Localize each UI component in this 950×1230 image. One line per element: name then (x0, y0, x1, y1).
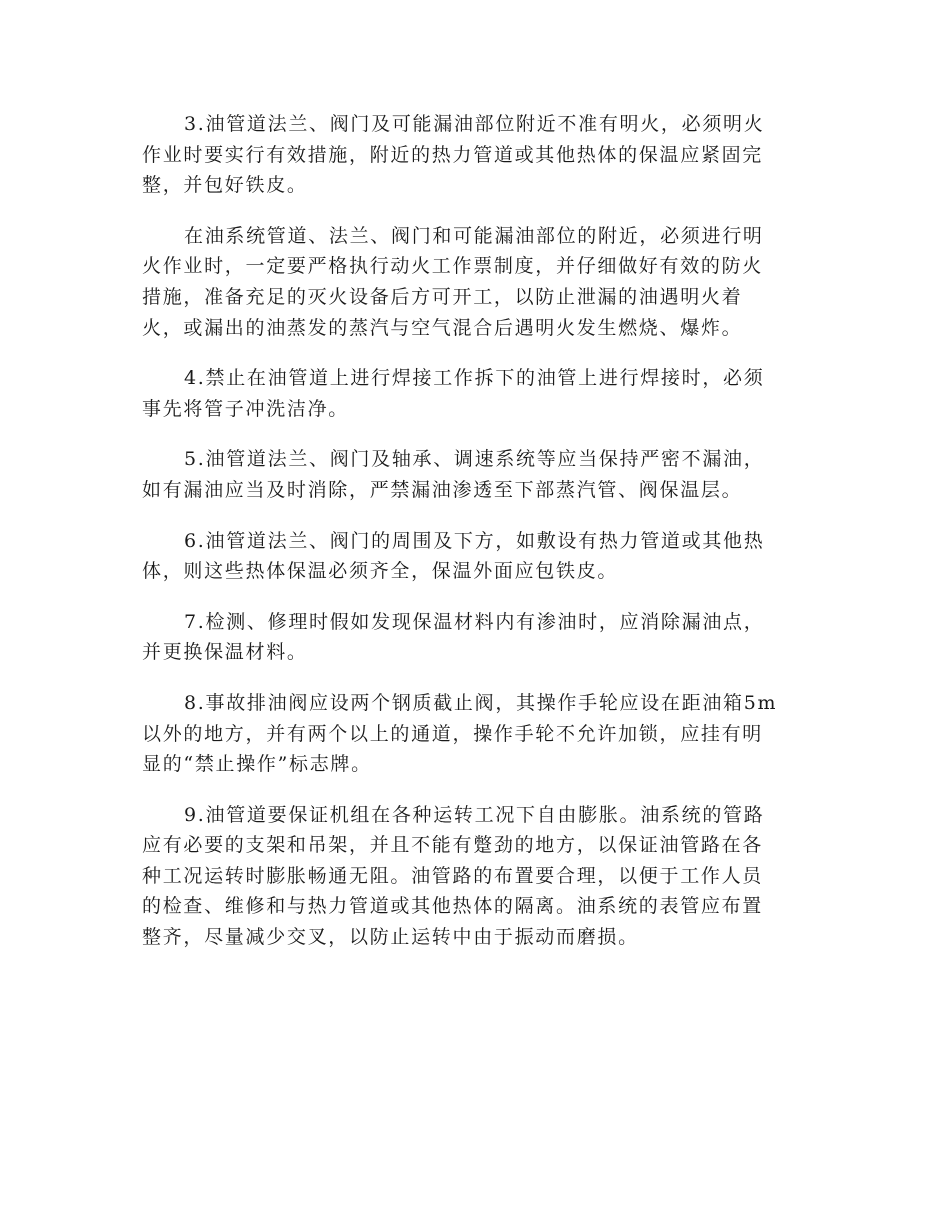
text-line: 体，则这些热体保温必须齐全，保温外面应包铁皮。 (142, 560, 619, 583)
text-line: 种工况运转时膨胀畅通无阻。油管路的布置要合理，以便于工作人员 (142, 864, 764, 887)
paragraph-item-7 (142, 607, 810, 668)
text-line: 如有漏油应当及时消除，严禁漏油渗透至下部蒸汽管、阀保温层。 (142, 478, 743, 501)
text-line: 显的“禁止操作”标志牌。 (142, 753, 372, 776)
text-line: 4.禁止在油管道上进行焊接工作拆下的油管上进行焊接时，必须 (184, 367, 765, 390)
paragraph-item-8 (142, 688, 810, 780)
text-line: 以外的地方，并有两个以上的通道，操作手轮不允许加锁，应挂有明 (142, 722, 764, 745)
text-line: 在油系统管道、法兰、阀门和可能漏油部位的附近，必须进行明 (184, 224, 764, 247)
text-line: 作业时要实行有效措施，附近的热力管道或其他热体的保温应紧固完 (142, 143, 764, 166)
text-line: 6.油管道法兰、阀门的周围及下方，如敷设有热力管道或其他热 (184, 529, 765, 552)
text-line: 整齐，尽量减少交叉，以防止运转中由于振动而磨损。 (142, 926, 639, 949)
text-line: 并更换保温材料。 (142, 641, 308, 664)
text-line: 火，或漏出的油蒸发的蒸汽与空气混合后遇明火发生燃烧、爆炸。 (142, 316, 743, 339)
text-line: 的检查、维修和与热力管道或其他热体的隔离。油系统的表管应布置 (142, 895, 764, 918)
document-body (142, 109, 810, 973)
text-line: 事先将管子冲洗洁净。 (142, 397, 350, 420)
paragraph-item-4 (142, 363, 810, 424)
text-line: 措施，准备充足的灭火设备后方可开工，以防止泄漏的油遇明火着 (142, 285, 743, 308)
paragraph-explanation (142, 221, 810, 343)
paragraph-item-5 (142, 444, 810, 505)
text-line: 整，并包好铁皮。 (142, 174, 308, 197)
text-line: 应有必要的支架和吊架，并且不能有蹩劲的地方，以保证油管路在各 (142, 834, 764, 857)
text-line: 8.事故排油阀应设两个钢质截止阀，其操作手轮应设在距油箱5m (184, 691, 778, 714)
text-line: 7.检测、修理时假如发现保温材料内有渗油时，应消除漏油点， (184, 610, 765, 633)
text-line: 5.油管道法兰、阀门及轴承、调速系统等应当保持严密不漏油， (184, 448, 765, 471)
paragraph-item-3 (142, 109, 810, 201)
text-line: 火作业时，一定要严格执行动火工作票制度，并仔细做好有效的防火 (142, 255, 764, 278)
text-line: 9.油管道要保证机组在各种运转工况下自由膨胀。油系统的管路 (184, 803, 765, 826)
text-line: 3.油管道法兰、阀门及可能漏油部位附近不准有明火，必须明火 (184, 113, 765, 135)
paragraph-item-9 (142, 800, 810, 953)
paragraph-item-6 (142, 526, 810, 587)
